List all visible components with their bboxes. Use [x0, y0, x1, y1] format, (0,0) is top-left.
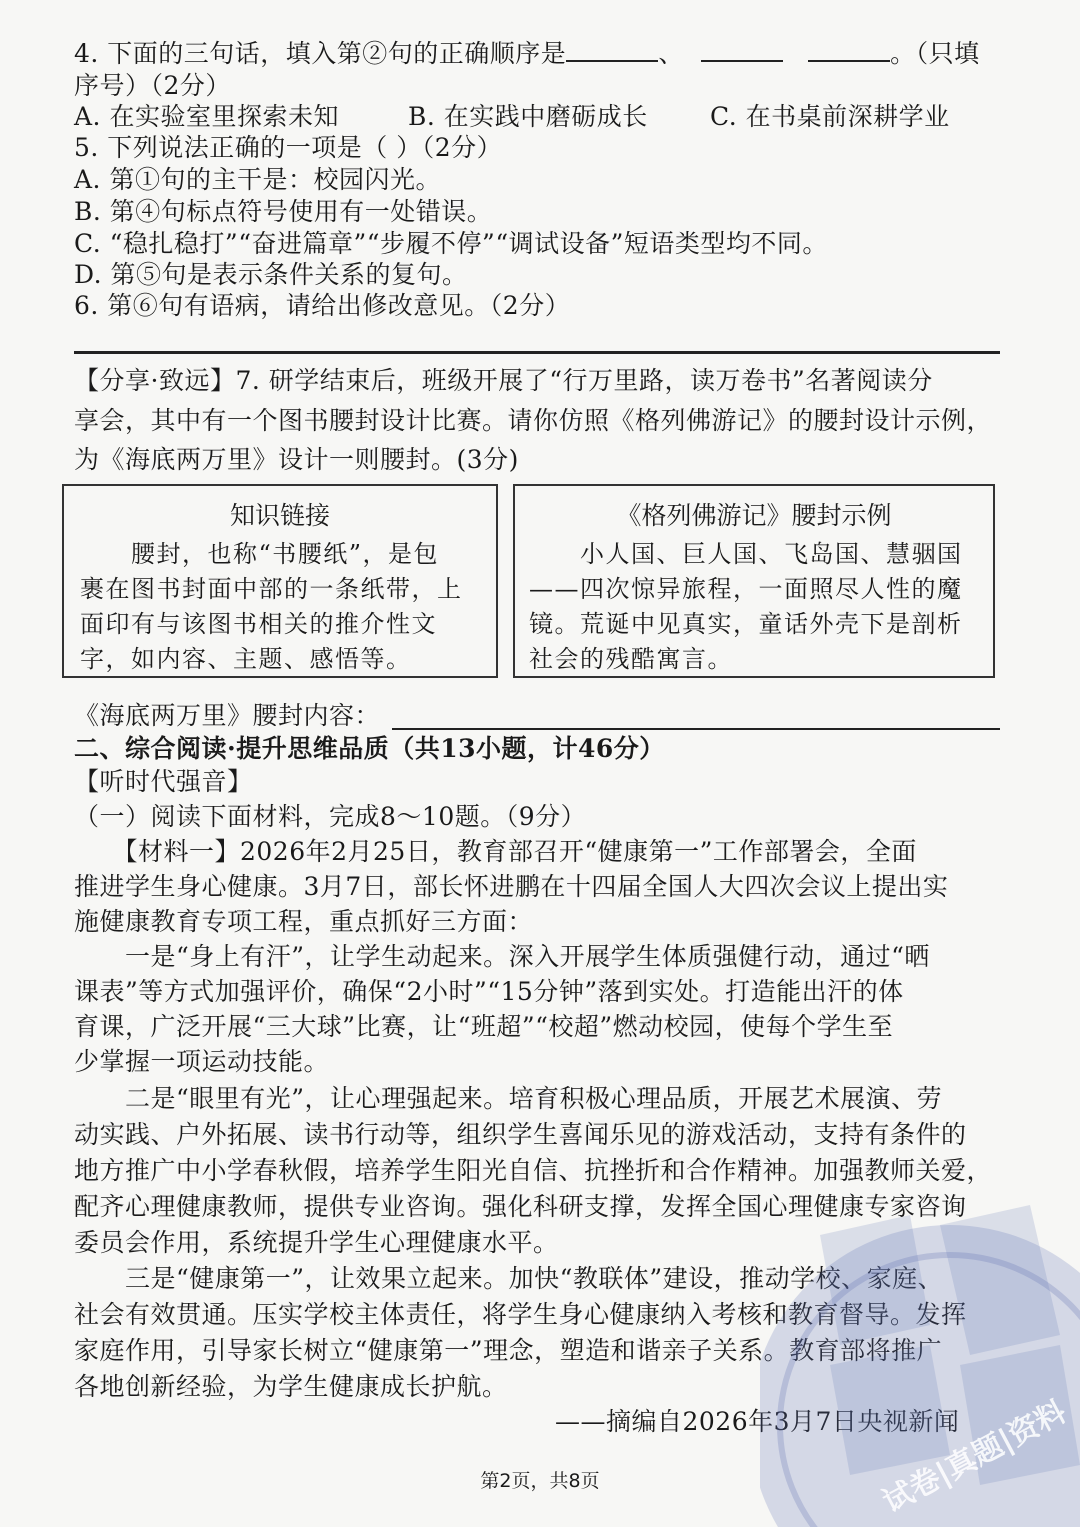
passage-line: 少掌握一项运动技能。: [74, 1047, 330, 1076]
q7-stem-line3: 为《海底两万里》设计一则腰封。(3分): [74, 445, 519, 474]
passage-line: 育课，广泛开展“三大球”比赛，让“班超”“校超”燃动校园，使每个学生至: [74, 1012, 894, 1041]
q4-option-b: B. 在实践中磨砺成长: [408, 102, 648, 131]
passage-line: 二是“眼里有光”，让心理强起来。培育积极心理品质，开展艺术展演、劳: [74, 1084, 943, 1113]
example-line: 社会的残酷寓言。: [529, 645, 733, 673]
page-number: 第2页，共8页: [480, 1470, 600, 1492]
q7-stem-line2: 享会，其中有一个图书腰封设计比赛。请你仿照《格列佛游记》的腰封设计示例，: [74, 406, 993, 435]
example-line: 小人国、巨人国、飞岛国、慧骃国: [529, 540, 963, 568]
q5-option-c: C. “稳扎稳打”“奋进篇章”“步履不停”“调试设备”短语类型均不同。: [74, 229, 828, 258]
passage-line: 施健康教育专项工程，重点抓好三方面：: [74, 907, 534, 936]
q4-blank-2: [701, 38, 783, 62]
knowledge-link-line: 腰封，也称“书腰纸”，是包: [80, 540, 440, 568]
q4-blank-3: [808, 38, 890, 62]
passage-line: 委员会作用，系统提升学生心理健康水平。: [74, 1228, 559, 1257]
passage-line: 一是“身上有汗”，让学生动起来。深入开展学生体质强健行动，通过“晒: [74, 942, 930, 971]
q5-option-b: B. 第④句标点符号使用有一处错误。: [74, 197, 493, 226]
knowledge-link-line: 裹在图书封面中部的一条纸带，上: [80, 575, 463, 603]
example-title: 《格列佛游记》腰封示例: [616, 501, 892, 530]
q4-blank-1: [566, 38, 658, 62]
passage-line: 配齐心理健康教师，提供专业咨询。强化科研支撑，发挥全国心理健康专家咨询: [74, 1192, 967, 1221]
q5-option-a: A. 第①句的主干是：校园闪光。: [74, 165, 441, 194]
q4-option-c: C. 在书桌前深耕学业: [710, 102, 950, 131]
example-line: ——四次惊异旅程，一面照尽人性的魔: [529, 575, 963, 603]
answer-rule-q6: [74, 351, 1000, 354]
watermark-text: 试卷|真题|资料: [877, 1394, 1073, 1521]
passage-line: 各地创新经验，为学生健康成长护航。: [74, 1372, 508, 1401]
passage-line: 推进学生身心健康。3月7日，部长怀进鹏在十四届全国人大四次会议上提出实: [74, 872, 949, 901]
passage-line: 地方推广中小学春秋假，培养学生阳光自信、抗挫折和合作精神。加强教师关爱，: [74, 1156, 993, 1185]
knowledge-link-line: 面印有与该图书相关的推介性文: [80, 610, 437, 638]
passage-line: 课表”等方式加强评价，确保“2小时”“15分钟”落到实处。打造能出汗的体: [74, 977, 904, 1006]
passage-line: 【材料一】2026年2月25日，教育部召开“健康第一”工作部署会，全面: [74, 837, 917, 866]
knowledge-link-box: [62, 484, 498, 678]
q4-stem-line2: 序号）（2分）: [74, 71, 231, 100]
section2-subheading: 【听时代强音】: [74, 767, 253, 796]
example-line: 镜。荒诞中见真实，童话外壳下是剖析: [529, 610, 963, 638]
passage-line: 社会有效贯通。压实学校主体责任，将学生身心健康纳入考核和教育督导。发挥: [74, 1300, 967, 1329]
q7-answer-line: [392, 728, 1000, 730]
passage-line: 动实践、户外拓展、读书行动等，组织学生喜闻乐见的游戏活动，支持有条件的: [74, 1120, 967, 1149]
q4-option-a: A. 在实验室里探索未知: [74, 102, 339, 131]
passage-line: 三是“健康第一”，让效果立起来。加快“教联体”建设，推动学校、家庭、: [74, 1264, 944, 1293]
part1-instruction: （一）阅读下面材料，完成8～10题。（9分）: [74, 802, 587, 831]
q7-answer-label: 《海底两万里》腰封内容：: [74, 701, 381, 730]
q7-stem-line1: 【分享·致远】7. 研学结束后，班级开展了“行万里路，读万卷书”名著阅读分: [74, 366, 933, 395]
knowledge-link-line: 字，如内容、主题、感悟等。: [80, 645, 412, 673]
q6-stem: 6. 第⑥句有语病，请给出修改意见。（2分）: [74, 291, 571, 320]
passage-source: ——摘编自2026年3月7日央视新闻: [555, 1407, 960, 1436]
q5-stem: 5. 下列说法正确的一项是（ ）（2分）: [74, 133, 503, 162]
q4-stem-line1: 4. 下面的三句话，填入第②句的正确顺序是 、 。（只填: [74, 39, 980, 68]
watermark-logo: [760, 1195, 1080, 1527]
watermark-icon: [760, 1195, 1080, 1527]
section2-heading: 二、综合阅读·提升思维品质（共13小题，计46分）: [74, 734, 665, 763]
q5-option-d: D. 第⑤句是表示条件关系的复句。: [74, 260, 468, 289]
knowledge-link-title: 知识链接: [229, 501, 330, 530]
example-box: [513, 484, 995, 678]
passage-line: 家庭作用，引导家长树立“健康第一”理念，塑造和谐亲子关系。教育部将推广: [74, 1336, 943, 1365]
